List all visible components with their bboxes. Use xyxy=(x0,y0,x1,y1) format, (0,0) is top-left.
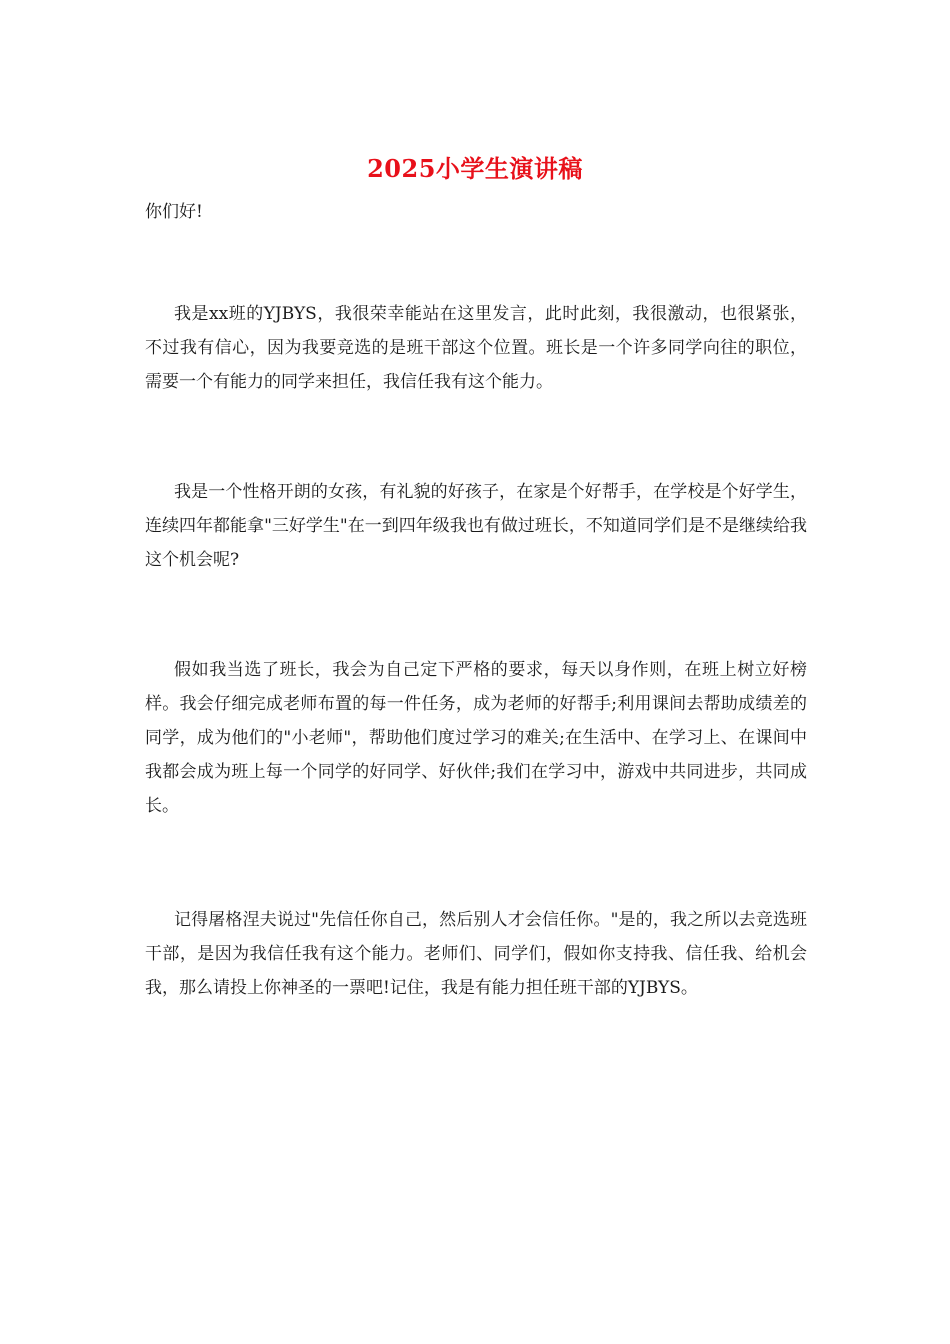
greeting-line: 你们好! xyxy=(145,202,203,222)
paragraph-1: 我是xx班的YJBYS，我很荣幸能站在这里发言，此时此刻，我很激动，也很紧张，不过我有信心，因为我要竞选的是班干部这个位置。班长是一个许多同学向往的职位，需要一个有能力的同学来担任，我信任我有这个能力。 xyxy=(145,304,807,392)
document-title: 2025小学生演讲稿 xyxy=(367,154,583,183)
paragraph-2: 我是一个性格开朗的女孩，有礼貌的好孩子，在家是个好帮手，在学校是个好学生，连续四年都能拿"三好学生"在一到四年级我也有做过班长，不知道同学们是不是继续给我这个机会呢? xyxy=(145,482,807,570)
paragraph-4: 记得屠格涅夫说过"先信任你自己，然后别人才会信任你。"是的，我之所以去竞选班干部，是因为我信任我有这个能力。老师们、同学们，假如你支持我、信任我、给机会我，那么请投上你神圣的一票吧!记住，我是有能力担任班干部的YJBYS。 xyxy=(145,910,807,998)
paragraph-3: 假如我当选了班长，我会为自己定下严格的要求，每天以身作则，在班上树立好榜样。我会仔细完成老师布置的每一件任务，成为老师的好帮手;利用课间去帮助成绩差的同学，成为他们的"小老师"，帮助他们度过学习的难关;在生活中、在学习上、在课间中我都会成为班上每一个同学的好同学、好伙伴;我们在学习中，游戏中共同进步，共同成长。 xyxy=(145,660,807,816)
